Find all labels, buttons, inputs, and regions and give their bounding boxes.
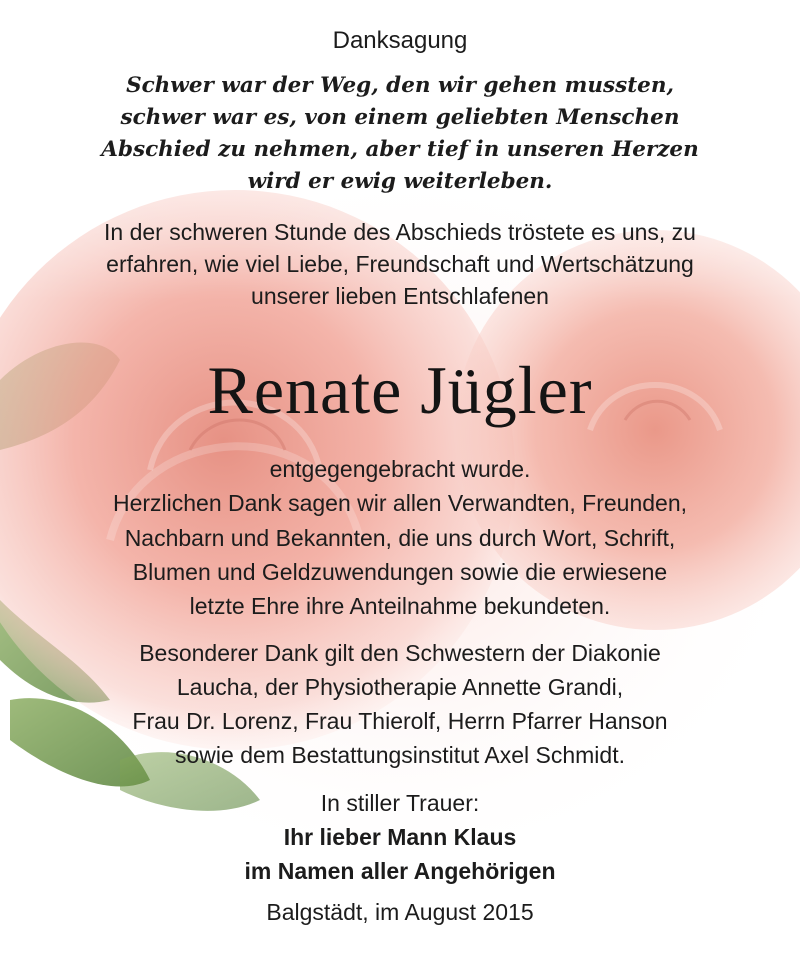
thanks-line: Nachbarn und Bekannten, die uns durch Wort, Schrift, — [124, 524, 676, 551]
thanks-line: letzte Ehre ihre Anteilnahme bekundeten. — [189, 593, 611, 620]
thanks-line: Herzlichen Dank sagen wir allen Verwandten, Freunden, — [112, 490, 688, 517]
thanks-paragraph — [0, 452, 800, 623]
special-thanks-paragraph — [0, 636, 800, 772]
mourning-line: In stiller Trauer: — [320, 790, 480, 816]
deceased-name: Renate Jügler — [207, 352, 593, 428]
verse-line: Schwer war der Weg, den wir gehen mussten, — [126, 73, 674, 98]
verse — [0, 70, 800, 198]
intro-line: In der schweren Stunde des Abschieds tröstete es uns, zu — [104, 219, 696, 245]
special-thanks-line: Besonderer Dank gilt den Schwestern der Diakonie — [139, 640, 661, 666]
special-thanks-line: sowie dem Bestattungsinstitut Axel Schmidt. — [175, 742, 625, 768]
special-thanks-line: Laucha, der Physiotherapie Annette Grandi, — [176, 674, 624, 700]
verse-line: Abschied zu nehmen, aber tief in unseren Herzen — [101, 137, 699, 162]
verse-line: schwer war es, von einem geliebten Menschen — [120, 105, 680, 130]
special-thanks-line: Frau Dr. Lorenz, Frau Thierolf, Herrn Pfarrer Hanson — [132, 708, 668, 734]
thanks-line: entgegengebracht wurde. — [269, 456, 531, 482]
heading: Danksagung — [332, 27, 468, 54]
intro-line: unserer lieben Entschlafenen — [251, 283, 549, 309]
signer-line: im Namen aller Angehörigen — [244, 858, 556, 884]
thanks-line: Blumen und Geldzuwendungen sowie die erwiesene — [132, 558, 668, 585]
place-date: Balgstädt, im August 2015 — [266, 899, 534, 925]
signers — [0, 820, 800, 888]
signer-line: Ihr lieber Mann Klaus — [283, 824, 517, 850]
intro-line: erfahren, wie viel Liebe, Freundschaft und Wertschätzung — [106, 251, 694, 277]
verse-line: wird er ewig weiterleben. — [247, 169, 553, 194]
intro-paragraph — [0, 216, 800, 312]
